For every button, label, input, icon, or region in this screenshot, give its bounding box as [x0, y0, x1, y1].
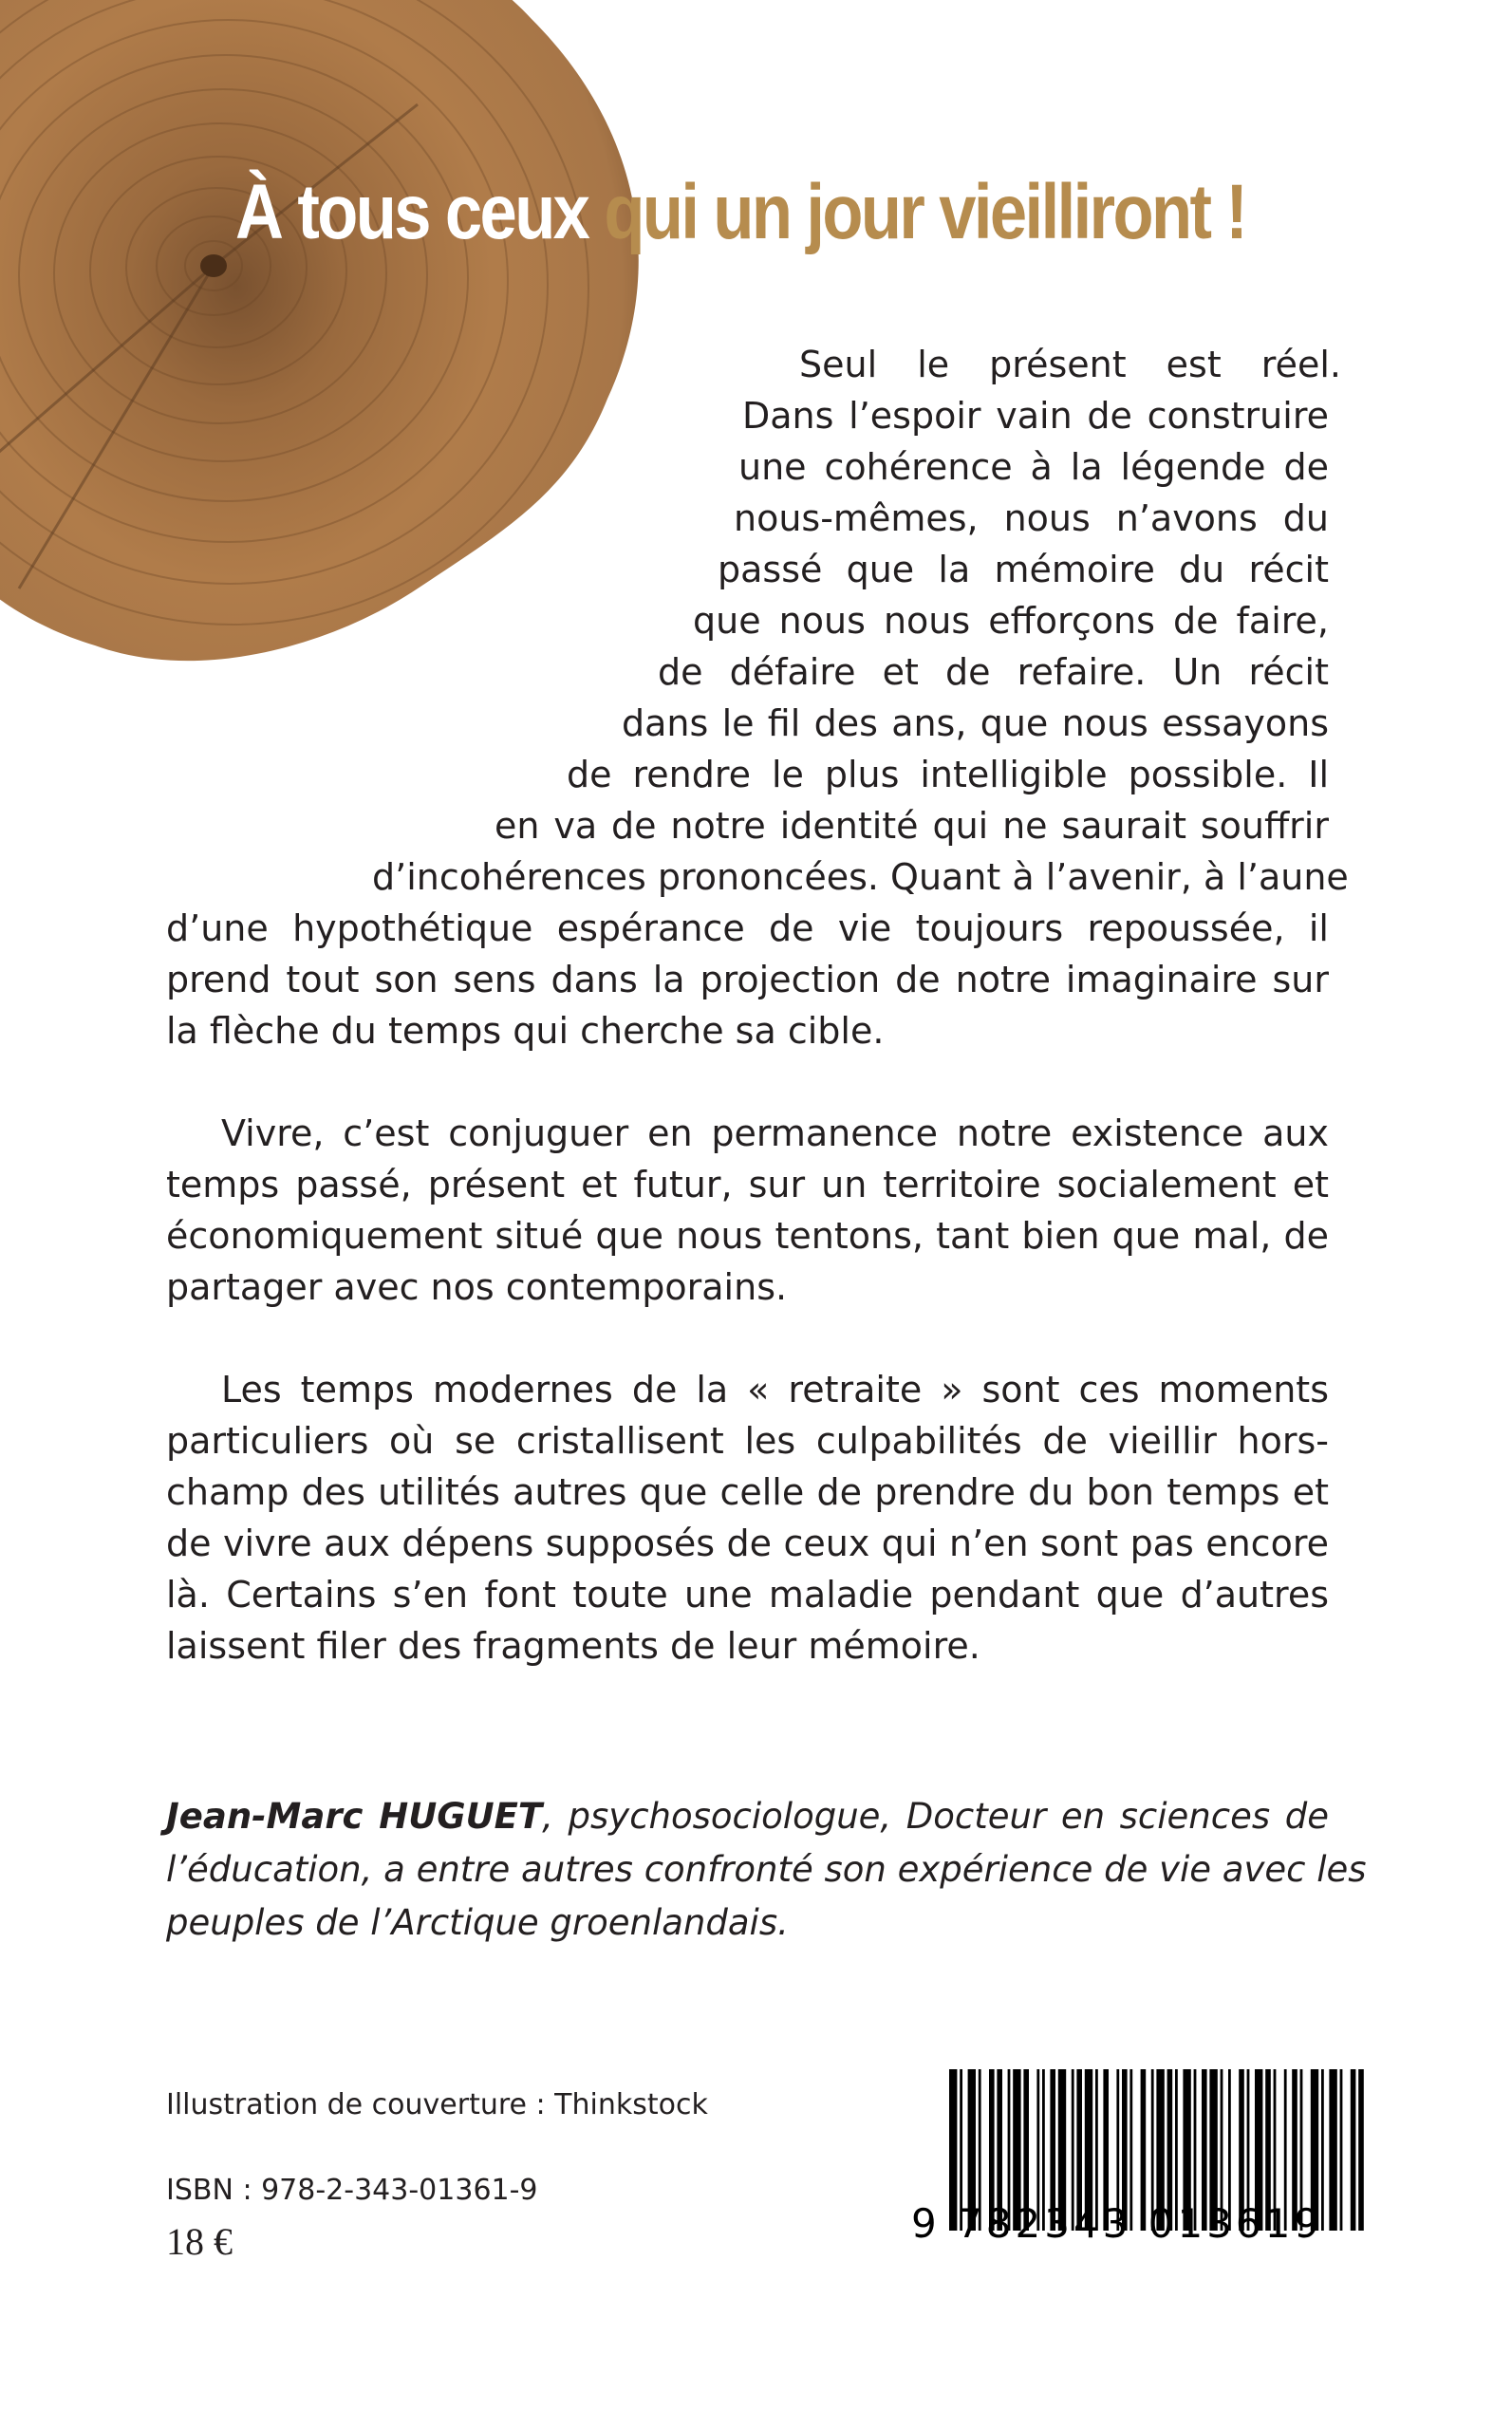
blurb-line: Les temps modernes de la « retraite » sont ces moments [221, 1369, 1329, 1411]
blurb-line: en va de notre identité qui ne saurait souffrir [495, 805, 1329, 847]
blurb-line: que nous nous efforçons de faire, [693, 600, 1329, 642]
price: 18 € [166, 2220, 233, 2263]
cover-headline [235, 169, 1246, 255]
bio-line: l’éducation, a entre autres confronté son expérience de vie avec les [166, 1849, 1367, 1890]
illustration-credit: Illustration de couverture : Thinkstock [166, 2088, 708, 2121]
blurb-line: là. Certains s’en font toute une maladie pendant que d’autres [166, 1574, 1329, 1616]
author-bio [166, 1790, 1367, 1950]
bio-text: , psychosociologue, Docteur en sciences de [542, 1796, 1330, 1837]
headline-gold-part: qui un jour vieilliront ! [604, 169, 1246, 255]
blurb-line: prend tout son sens dans la projection de notre imaginaire sur [166, 959, 1329, 1000]
blurb-line: nous-mêmes, nous n’avons du [734, 497, 1329, 539]
author-name: Jean-Marc HUGUET [166, 1796, 543, 1837]
blurb-line: Vivre, c’est conjuguer en permanence notre existence aux [221, 1112, 1329, 1154]
blurb-line: économiquement situé que nous tentons, tant bien que mal, de [166, 1215, 1329, 1257]
blurb-line: la flèche du temps qui cherche sa cible. [166, 1010, 885, 1052]
blurb-line: Seul le présent est réel. [799, 344, 1341, 385]
blurb-line: de rendre le plus intelligible possible. Il [567, 754, 1329, 795]
blurb-line: de vivre aux dépens supposés de ceux qui n’en sont pas encore [166, 1523, 1329, 1564]
blurb-line: Dans l’espoir vain de construire [742, 395, 1329, 437]
blurb-line: partager avec nos contemporains. [166, 1266, 788, 1308]
blurb-line: champ des utilités autres que celle de prendre du bon temps et [166, 1471, 1329, 1513]
blurb-line: laissent filer des fragments de leur mémoire. [166, 1625, 980, 1667]
bio-line [166, 1790, 1329, 1843]
blurb-line: dans le fil des ans, que nous essayons [622, 702, 1329, 744]
blurb-line: d’incohérences prononcées. Quant à l’avenir, à l’aune [372, 856, 1349, 898]
isbn: ISBN : 978-2-343-01361-9 [166, 2174, 538, 2207]
blurb-line: particuliers où se cristallisent les culpabilités de vieillir hors- [166, 1420, 1329, 1462]
bio-line: peuples de l’Arctique groenlandais. [166, 1902, 789, 1943]
blurb-line: d’une hypothétique espérance de vie toujours repoussée, il [166, 907, 1329, 949]
blurb-line: passé que la mémoire du récit [718, 549, 1329, 590]
blurb-line: temps passé, présent et futur, sur un territoire socialement et [166, 1164, 1329, 1205]
blurb-line: de défaire et de refaire. Un récit [658, 651, 1329, 693]
barcode-digits: 9 782343 013619 [911, 2200, 1324, 2247]
headline-white-part: À tous ceux [235, 169, 588, 255]
blurb-line: une cohérence à la légende de [738, 446, 1329, 488]
tree-ring-illustration [0, 0, 664, 759]
